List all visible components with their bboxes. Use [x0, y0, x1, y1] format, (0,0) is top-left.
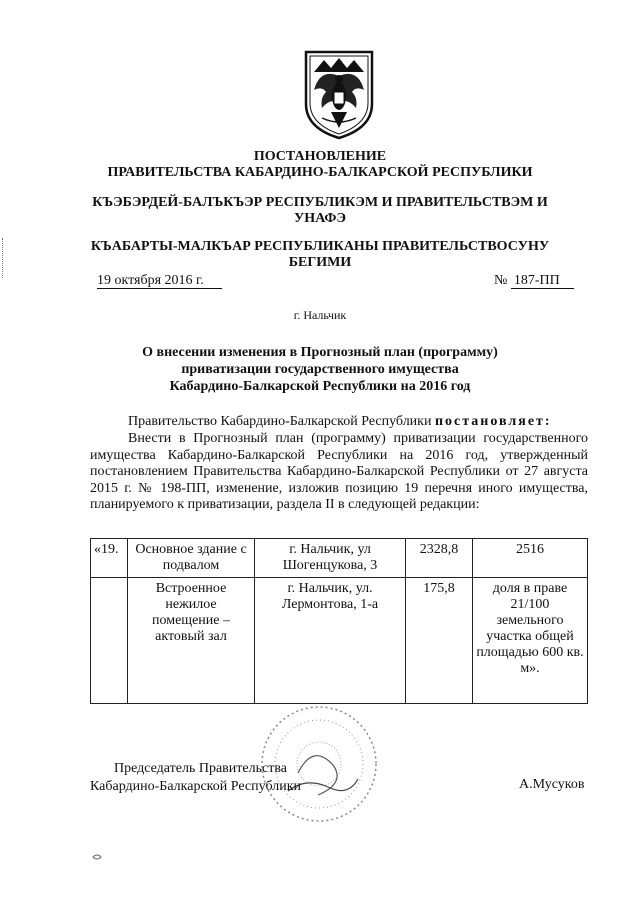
number-value: 187-ПП — [511, 273, 574, 289]
property-table — [90, 538, 588, 704]
header-doc-type: ПОСТАНОВЛЕНИЕ — [253, 149, 387, 164]
decree-paragraph: Внести в Прогнозный план (программу) приватизации государственного имущества Кабардино-Балкарской Республики на 2016 год, утвержденный постановлением Правительства Кабардино-Балкарской Республики от 27 августа 2015 г. № 198-ПП, изменение, изложив позицию 19 перечня иного имущества, планируемого к приватизации, раздела II в следующей редакции: — [90, 431, 588, 512]
cell-num: «19. — [91, 539, 128, 578]
city: г. Нальчик — [293, 308, 347, 322]
title-line1: О внесении изменения в Прогнозный план (программу) — [142, 345, 498, 360]
title-line3: Кабардино-Балкарской Республики на 2016 год — [169, 379, 471, 394]
header-government: ПРАВИТЕЛЬСТВА КАБАРДИНО-БАЛКАРСКОЙ РЕСПУБЛИКИ — [107, 165, 533, 180]
document-date-value: 19 октября 2016 г. — [97, 273, 222, 289]
document-date — [97, 273, 222, 289]
title-line2: приватизации государственного имущества — [181, 362, 459, 377]
header-balkar-line1: КЪАБАРТЫ-МАЛКЪАР РЕСПУБЛИКАНЫ ПРАВИТЕЛЬСТВОСУНУ — [90, 239, 550, 254]
signatory-name: А.Мусуков — [519, 777, 585, 792]
header-kabardian-line2: УНАФЭ — [294, 211, 346, 226]
table-row — [91, 578, 588, 704]
document-title — [0, 344, 640, 395]
cell-name: Встроенное нежилое помещение – актовый зал — [128, 578, 255, 704]
number-label: № — [494, 273, 508, 288]
intro-text: Правительство Кабардино-Балкарской Республики — [128, 414, 432, 429]
table-row — [91, 539, 588, 578]
cell-area: 2328,8 — [406, 539, 473, 578]
cell-address: г. Нальчик, ул. Лермонтова, 1-а — [255, 578, 406, 704]
cell-area: 175,8 — [406, 578, 473, 704]
header-balkar-line2: БЕГИМИ — [288, 255, 352, 270]
coat-of-arms-emblem — [300, 46, 378, 142]
header-kabardian-line1: КЪЭБЭРДЕЙ-БАЛЪКЪЭР РЕСПУБЛИКЭМ И ПРАВИТЕЛЬСТВЭМ И — [92, 195, 548, 210]
cell-name: Основное здание с подвалом — [128, 539, 255, 578]
signature-title-line1: Председатель Правительства — [114, 761, 287, 776]
signature-title — [90, 760, 301, 796]
cell-note: доля в праве 21/100 земельного участка общей площадью 600 кв. м». — [473, 578, 588, 704]
footer-mark-icon — [92, 852, 102, 862]
cell-address: г. Нальчик, ул Шогенцукова, 3 — [255, 539, 406, 578]
cell-num — [91, 578, 128, 704]
document-number — [494, 273, 574, 289]
decree-word: постановляет: — [434, 414, 552, 429]
signature-title-line2: Кабардино-Балкарской Республики — [90, 779, 301, 794]
cell-note: 2516 — [473, 539, 588, 578]
decree-intro — [90, 414, 588, 431]
